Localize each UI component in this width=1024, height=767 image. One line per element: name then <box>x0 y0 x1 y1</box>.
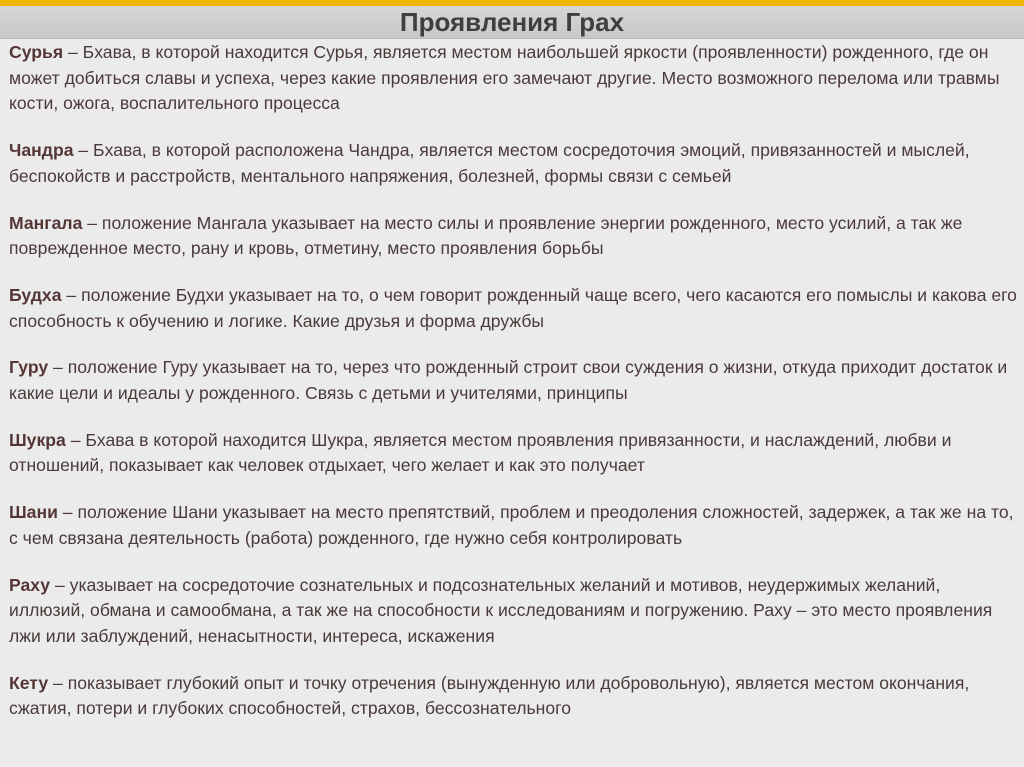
term-separator: – <box>82 212 102 233</box>
page-title: Проявления Грах <box>399 7 625 37</box>
term-shukra: Шукра <box>9 429 66 450</box>
description-budha: положение Будхи указывает на то, о чем говорит рожденный чаще всего, чего касаются его помыслы и какова его способность к обучению и логике. Какие друзья и форма дружбы <box>9 284 1017 331</box>
entry-budha <box>9 283 1017 334</box>
term-separator: – <box>48 357 68 378</box>
entry-surya <box>9 40 1017 117</box>
description-shani: положение Шани указывает на место препятствий, проблем и преодоления сложностей, задержек, а так же на то, с чем связана деятельность (работа) рожденного, где нужно себя контролировать <box>9 502 1014 548</box>
description-guru: положение Гуру указывает на то, через что рожденный строит свои суждения о жизни, откуда приходит достаток и какие цели и идеалы у рожденного. Связь с детьми и учителями, принципы <box>9 357 1008 404</box>
entry-ketu <box>9 671 1017 722</box>
entry-shani <box>9 500 1017 551</box>
term-ketu: Кету <box>9 672 49 693</box>
title-bar <box>0 6 1024 39</box>
slide-body <box>9 40 1017 743</box>
entry-mangala <box>9 211 1017 262</box>
term-rahu: Раху <box>9 574 51 595</box>
term-surya: Сурья <box>9 42 64 62</box>
term-shani: Шани <box>9 502 58 523</box>
term-mangala: Мангала <box>9 212 83 233</box>
term-guru: Гуру <box>9 357 49 378</box>
entry-chandra <box>9 138 1017 189</box>
term-separator: – <box>50 574 70 595</box>
term-separator: – <box>65 429 86 450</box>
description-chandra: Бхава, в которой расположена Чандра, является местом сосредоточия эмоций, привязанностей и мыслей, беспокойств и расстройств, ментального напряжения, болезней, формы связи с семьей <box>9 140 970 186</box>
term-separator: – <box>48 672 68 693</box>
term-separator: – <box>57 502 78 523</box>
description-rahu: указывает на сосредоточие сознательных и подсознательных желаний и мотивов, неудержимых желаний, иллюзий, обмана и самообмана, а так же на способности к исследованиям и погружению. Раху – это место проявления лжи или заблуждений, ненасытности, интереса, искажения <box>9 574 993 646</box>
term-chandra: Чандра <box>9 140 74 161</box>
description-surya: Бхава, в которой находится Сурья, является местом наибольшей яркости (проявленности) рожденного, где он может добиться славы и успеха, через какие проявления его замечают другие. Место возможного перелома или травмы кости, ожога, воспалительного процесса <box>9 42 1000 114</box>
term-budha: Будха <box>9 284 62 305</box>
entry-guru <box>9 355 1017 406</box>
description-shukra: Бхава в которой находится Шукра, является местом проявления привязанности, и наслаждений, любви и отношений, показывает как человек отдыхает, чего желает и как это получает <box>9 429 952 476</box>
description-mangala: положение Мангала указывает на место силы и проявление энергии рожденного, место усилий, а так же поврежденное место, рану и кровь, отметину, место проявления борьбы <box>9 212 963 259</box>
term-separator: – <box>63 42 83 62</box>
term-separator: – <box>61 284 82 305</box>
term-separator: – <box>73 140 94 161</box>
entry-rahu <box>9 573 1017 650</box>
entry-shukra <box>9 428 1017 479</box>
description-ketu: показывает глубокий опыт и точку отречения (вынужденную или добровольную), является местом окончания, сжатия, потери и глубоких способностей, страхов, бессознательного <box>9 672 970 719</box>
